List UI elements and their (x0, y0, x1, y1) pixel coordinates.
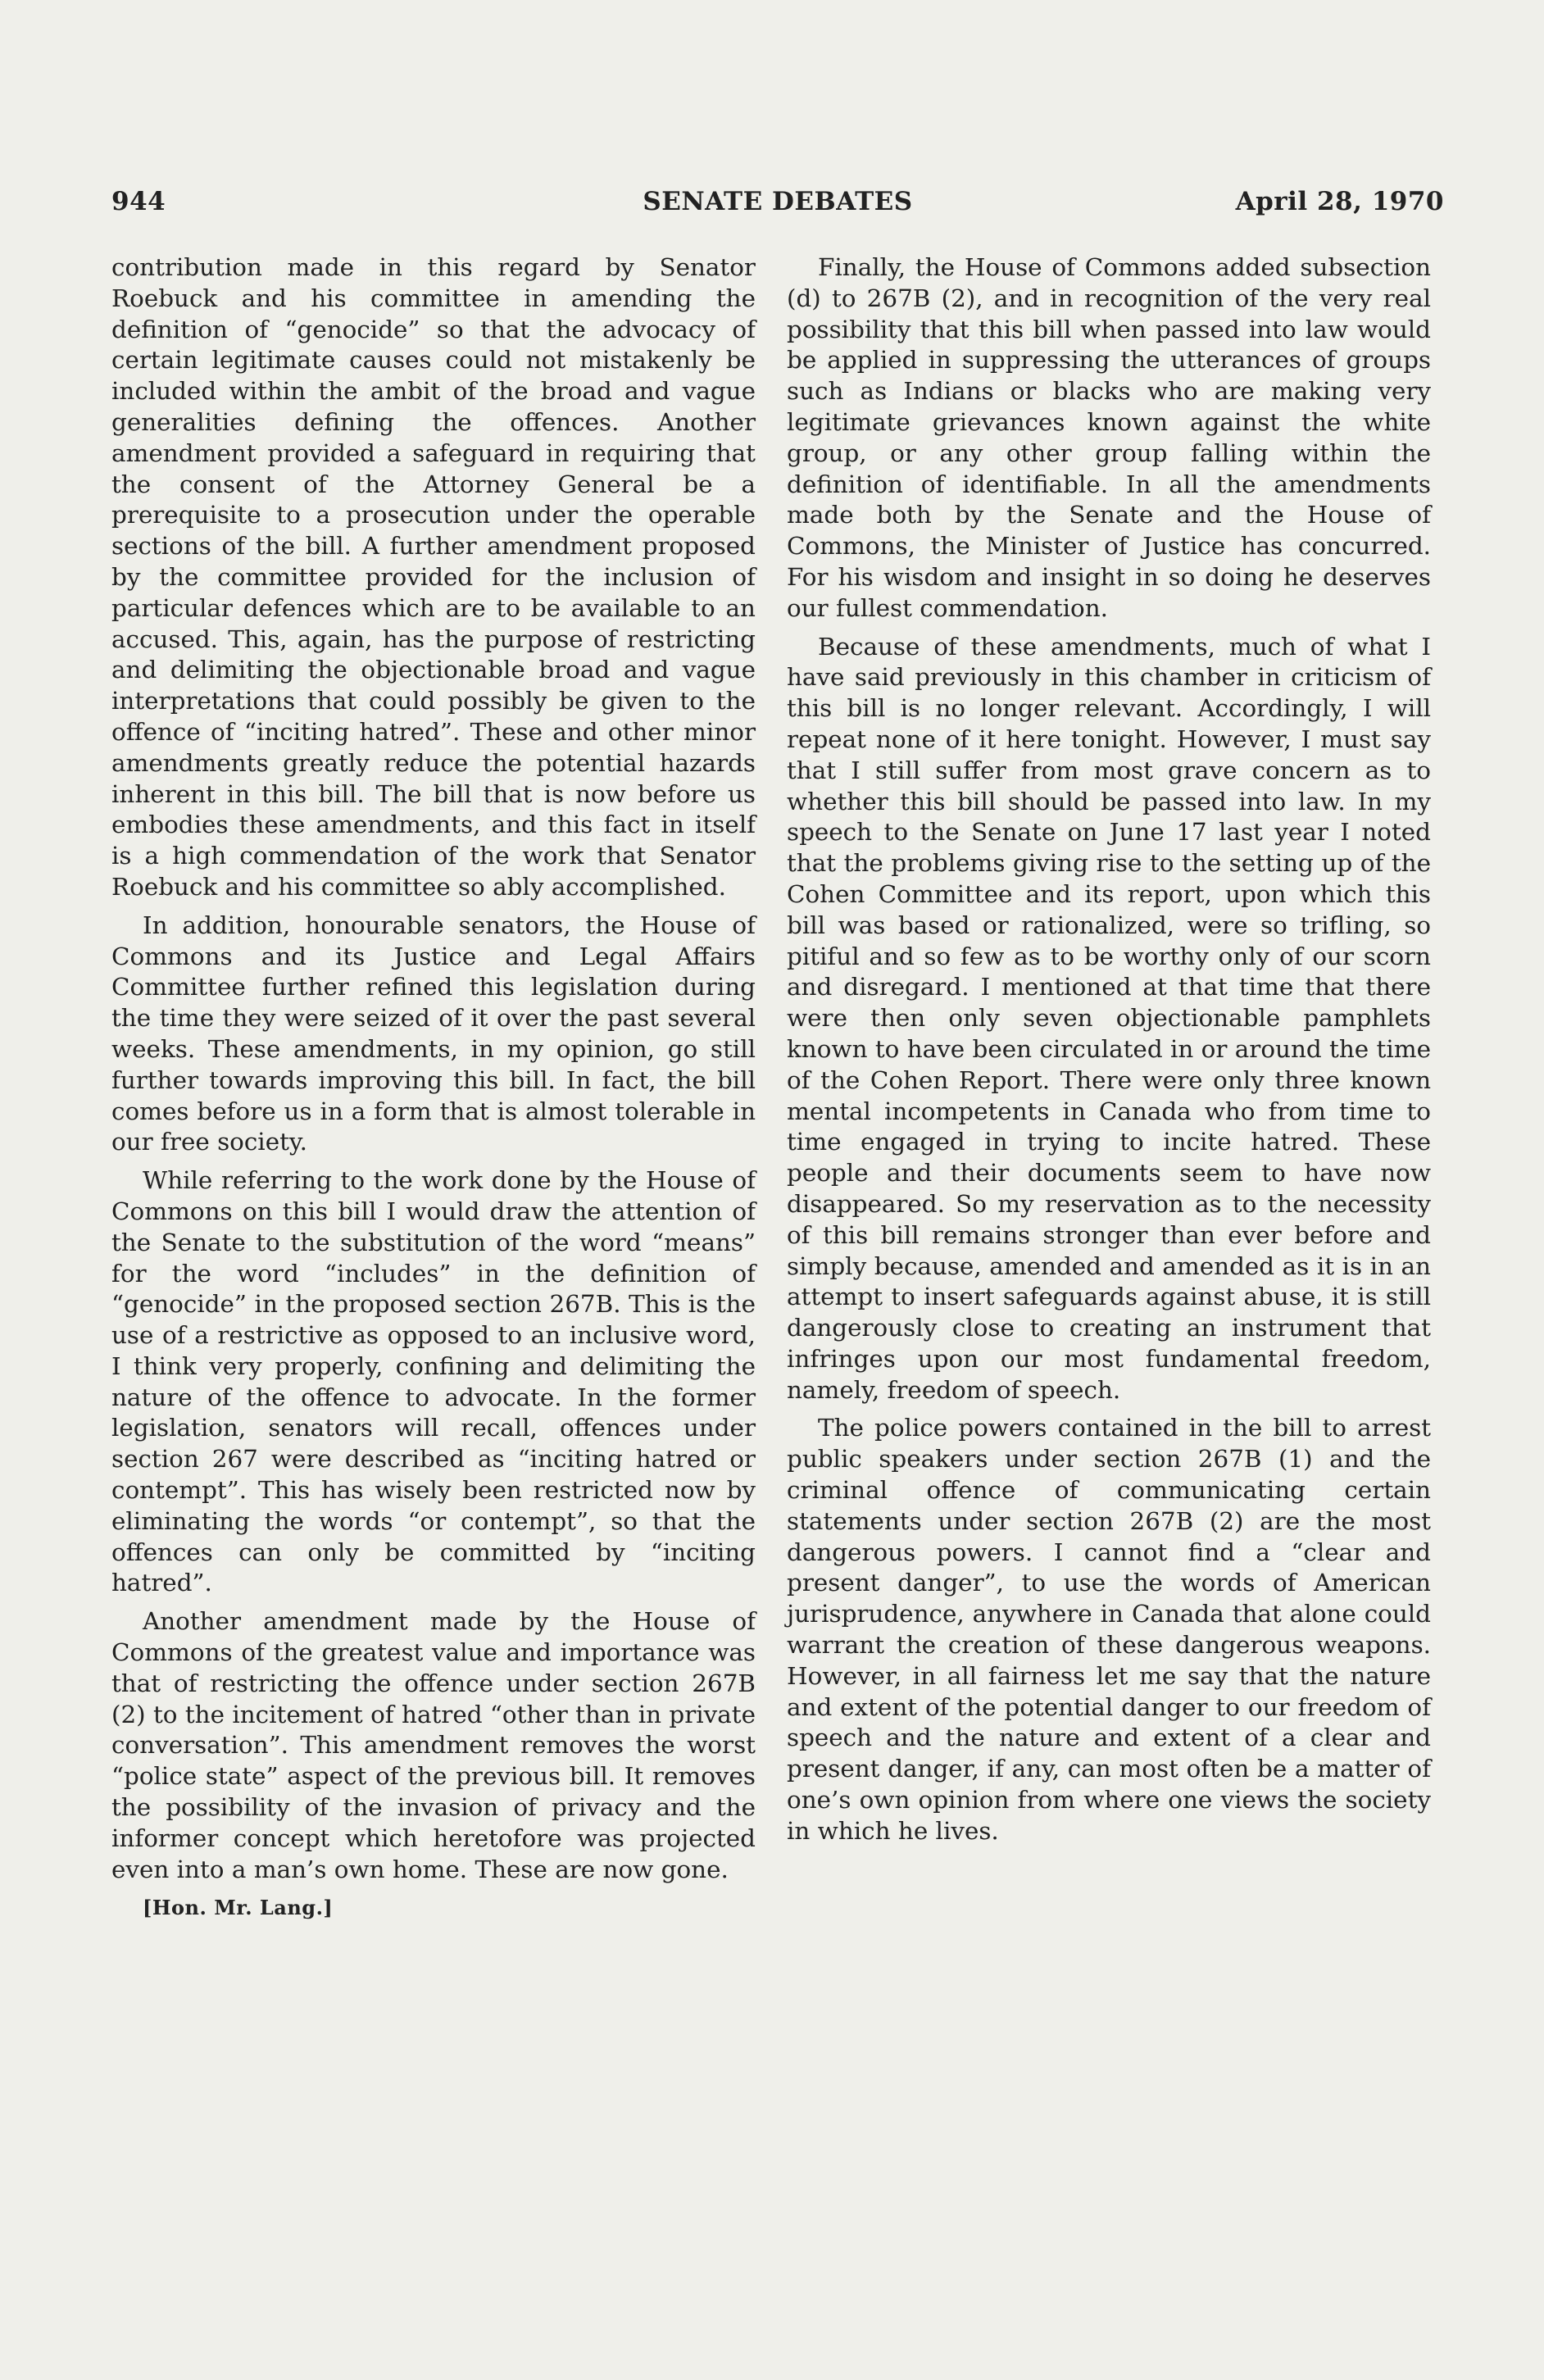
paragraph: In addition, honourable senators, the House of Commons and its Justice and Legal Affairs Committee further refined this legislation during the time they were seized of it over the past several weeks. These amendments, in my opinion, go still further towards improving this bill. In fact, the bill comes before us in a form that is almost tolerable in our free society. (111, 911, 756, 1156)
page-number: 944 (111, 187, 166, 216)
paragraph: Another amendment made by the House of Commons of the greatest value and importance was that of restricting the offence under section 267B (2) to the incitement of hatred “other than in private conversation”. This amendment removes the worst “police state” aspect of the previous bill. It removes the possibility of the invasion of privacy and the informer concept which heretofore was projected even into a man’s own home. These are now gone. (111, 1607, 756, 1883)
page-date: April 28, 1970 (1235, 187, 1444, 216)
page-header (111, 187, 1444, 226)
speaker-footnote: [Hon. Mr. Lang.] (143, 1896, 334, 1920)
right-column (787, 252, 1431, 1855)
paragraph: The police powers contained in the bill to arrest public speakers under section 267B (1) and the criminal offence of communicating certain statements under section 267B (2) are the most dangerous powers. I cannot find a “clear and present danger”, to use the words of American jurisprudence, anywhere in Canada that alone could warrant the creation of these dangerous weapons. However, in all fairness let me say that the nature and extent of the potential danger to our freedom of speech and the nature and extent of a clear and present danger, if any, can most often be a matter of one’s own opinion from where one views the society in which he lives. (787, 1414, 1431, 1845)
paragraph: Finally, the House of Commons added subsection (d) to 267B (2), and in recognition of the very real possibility that this bill when passed into law would be applied in suppressing the utterances of groups such as Indians or blacks who are making very legitimate grievances known against the white group, or any other group falling within the definition of identifiable. In all the amendments made both by the Senate and the House of Commons, the Minister of Justice has concurred. For his wisdom and insight in so doing he deserves our fullest commendation. (787, 253, 1431, 622)
paragraph: While referring to the work done by the House of Commons on this bill I would draw the attention of the Senate to the substitution of the word “means” for the word “includes” in the definition of “genocide” in the proposed section 267B. This is the use of a restrictive as opposed to an inclusive word, I think very properly, confining and delimiting the nature of the offence to advocate. In the former legislation, senators will recall, offences under section 267 were described as “inciting hatred or contempt”. This has wisely been restricted now by eliminating the words “or contempt”, so that the offences can only be committed by “inciting hatred”. (111, 1166, 756, 1597)
left-column (111, 252, 756, 1931)
paragraph: Because of these amendments, much of what I have said previously in this chamber in criticism of this bill is no longer relevant. Accordingly, I will repeat none of it here tonight. However, I must say that I still suffer from most grave concern as to whether this bill should be passed into law. In my speech to the Senate on June 17 last year I noted that the problems giving rise to the setting up of the Cohen Committee and its report, upon which this bill was based or rationalized, were so trifling, so pitiful and so few as to be worthy only of our scorn and disregard. I mentioned at that time that there were then only seven objectionable pamphlets known to have been circulated in or around the time of the Cohen Report. There were only three known mental incompetents in Canada who from time to time engaged in trying to incite hatred. These people and their documents seem to have now disappeared. So my reservation as to the necessity of this bill remains stronger than ever before and simply because, amended and amended as it is in an attempt to insert safeguards against abuse, it is still dangerously close to creating an instrument that infringes upon our most fundamental freedom, namely, freedom of speech. (787, 632, 1431, 1404)
publication-title: SENATE DEBATES (643, 187, 913, 216)
paragraph: contribution made in this regard by Senator Roebuck and his committee in amending the definition of “genocide” so that the advocacy of certain legitimate causes could not mistakenly be included within the ambit of the broad and vague generalities defining the offences. Another amendment provided a safeguard in requiring that the consent of the Attorney General be a prerequisite to a prosecution under the operable sections of the bill. A further amendment proposed by the committee provided for the inclusion of particular defences which are to be available to an accused. This, again, has the purpose of restricting and delimiting the objectionable broad and vague interpretations that could possibly be given to the offence of “inciting hatred”. These and other minor amendments greatly reduce the potential hazards inherent in this bill. The bill that is now before us embodies these amendments, and this fact in itself is a high commendation of the work that Senator Roebuck and his committee so ably accomplished. (111, 253, 756, 901)
